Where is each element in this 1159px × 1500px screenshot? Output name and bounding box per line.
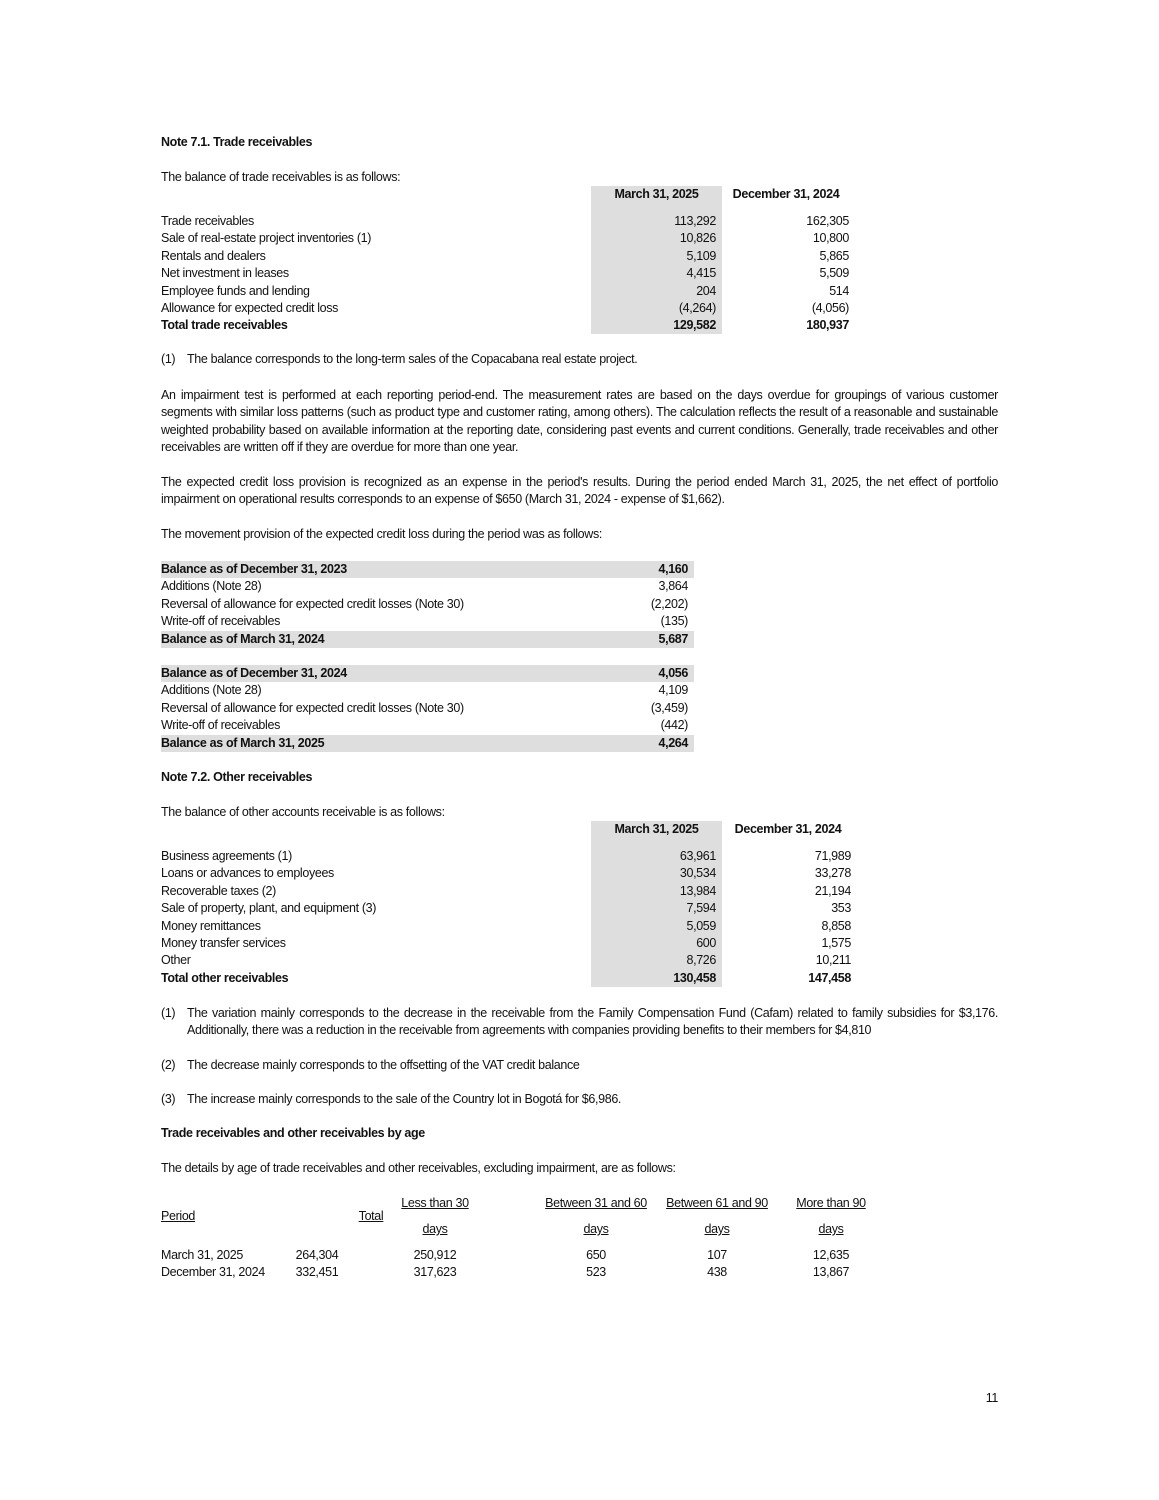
- header-bucket-top: Less than 30: [401, 1196, 469, 1210]
- row-value: 650: [586, 1248, 606, 1262]
- row-value: (3,459): [650, 700, 688, 715]
- table-row: [161, 848, 861, 865]
- row-value: (442): [660, 718, 688, 733]
- row-value: 250,912: [413, 1248, 457, 1262]
- value-december-2024: 514: [829, 283, 849, 298]
- row-value: 3,864: [658, 579, 688, 594]
- row-label: Loans or advances to employees: [161, 866, 334, 881]
- row-label: Sale of property, plant, and equipment (3): [161, 901, 377, 916]
- row-value: 12,635: [812, 1248, 850, 1262]
- row-value: 107: [707, 1248, 727, 1262]
- footnote-key: (3): [161, 1092, 176, 1106]
- row-label: Sale of real-estate project inventories (1): [161, 231, 372, 246]
- footnote-key: (2): [161, 1058, 176, 1072]
- row-label: Reversal of allowance for expected credit losses (Note 30): [161, 596, 464, 611]
- row-value: (135): [660, 614, 688, 629]
- header-bucket-top: Between 31 and 60: [545, 1196, 647, 1210]
- table-row: [161, 952, 861, 969]
- table-row: [161, 682, 694, 699]
- column-header: March 31, 2025: [614, 187, 699, 201]
- value-march-2025: 113,292: [674, 214, 716, 228]
- row-label: Balance as of December 31, 2024: [161, 666, 347, 680]
- row-value: 523: [586, 1265, 606, 1280]
- row-label: Additions (Note 28): [161, 579, 262, 594]
- header-bucket-bottom: days: [818, 1222, 844, 1236]
- table-row: [161, 700, 694, 717]
- row-period: December 31, 2024: [161, 1265, 265, 1280]
- value-march-2025: 7,594: [686, 901, 716, 916]
- column-header: March 31, 2025: [614, 822, 699, 836]
- row-value: 264,304: [295, 1248, 339, 1262]
- value-december-2024: 353: [831, 901, 851, 916]
- header-bucket-bottom: days: [583, 1222, 609, 1236]
- table-row: [161, 717, 694, 734]
- note-7-2-title: Note 7.2. Other receivables: [161, 770, 313, 784]
- table-row: [161, 631, 694, 648]
- footnote-text: The balance corresponds to the long-term sales of the Copacabana real estate project.: [187, 352, 638, 366]
- value-march-2025: 10,826: [679, 231, 716, 246]
- row-value: 4,056: [658, 666, 688, 680]
- table-row: [161, 735, 694, 752]
- footnote-text: The variation mainly corresponds to the decrease in the receivable from the Family Compensation Fund (Cafam) related to family subsidies for $3,176. Additionally, there was a reduction in the receivable from agreements with companies providing benefits to their members for $4,810: [187, 1006, 998, 1038]
- footnote-key: (1): [161, 352, 176, 366]
- row-label: Balance as of March 31, 2024: [161, 631, 325, 646]
- table-row: [161, 1247, 881, 1264]
- value-december-2024: 71,989: [814, 849, 851, 863]
- aging-intro: The details by age of trade receivables and other receivables, excluding impairment, are as follows:: [161, 1161, 676, 1175]
- value-march-2025: 30,534: [679, 866, 716, 881]
- value-december-2024: 10,211: [815, 953, 851, 968]
- row-label: Reversal of allowance for expected credit losses (Note 30): [161, 700, 464, 715]
- header-bucket-top: Between 61 and 90: [666, 1196, 768, 1210]
- value-march-2025: 5,109: [686, 248, 716, 263]
- note-7-1-title: Note 7.1. Trade receivables: [161, 135, 313, 149]
- table-row: [161, 935, 861, 952]
- header-period: Period: [161, 1209, 196, 1223]
- value-december-2024: 8,858: [821, 918, 851, 933]
- row-label: Total other receivables: [161, 970, 289, 985]
- row-label: Business agreements (1): [161, 849, 292, 863]
- row-value: 4,264: [658, 735, 688, 750]
- row-value: (2,202): [650, 596, 688, 611]
- value-december-2024: 1,575: [821, 936, 851, 950]
- row-label: Net investment in leases: [161, 266, 289, 281]
- table-row: [161, 918, 861, 935]
- row-label: Recoverable taxes (2): [161, 883, 276, 898]
- column-header: December 31, 2024: [732, 187, 840, 201]
- impairment-paragraph: An impairment test is performed at each reporting period-end. The measurement rates are based on the days overdue for groupings of various customer segments with similar loss patterns (such as product type and customer rating, among others). The calculation reflects the result of a reasonable and sustainable weighted probability based on available information at the reporting date, considering past events and current conditions. Generally, trade receivables and other receivables are written off if they are overdue for more than one year.: [161, 388, 998, 455]
- table-row: [161, 865, 861, 882]
- row-period: March 31, 2025: [161, 1248, 243, 1262]
- table-row: [161, 578, 694, 595]
- value-march-2025: 13,984: [679, 883, 716, 898]
- value-march-2025: 5,059: [686, 918, 716, 933]
- column-header: December 31, 2024: [734, 822, 842, 836]
- row-value: 438: [707, 1265, 727, 1280]
- row-label: Write-off of receivables: [161, 614, 280, 629]
- row-label: Money transfer services: [161, 936, 286, 950]
- trade-receivables-table: [161, 186, 861, 336]
- table-row: [161, 300, 861, 317]
- value-march-2025: 204: [696, 283, 716, 298]
- table-row: [161, 1264, 881, 1281]
- page-number: 11: [985, 1391, 998, 1405]
- table-row: [161, 970, 861, 987]
- row-label: Allowance for expected credit loss: [161, 301, 339, 315]
- value-march-2025: 4,415: [686, 266, 716, 281]
- table-row: [161, 248, 861, 265]
- table-row: [161, 613, 694, 630]
- value-december-2024: 147,458: [808, 970, 851, 985]
- table-row: [161, 265, 861, 282]
- value-march-2025: 63,961: [679, 849, 716, 863]
- row-value: 4,109: [658, 683, 688, 698]
- footnote: [161, 1005, 998, 1040]
- header-bucket-bottom: days: [704, 1222, 730, 1236]
- expense-paragraph: The expected credit loss provision is recognized as an expense in the period's results. During the period ended March 31, 2025, the net effect of portfolio impairment on operational results corresponds to an expense of $650 (March 31, 2024 - expense of $1,662).: [161, 475, 998, 507]
- table-row: [161, 213, 861, 230]
- table-row: [161, 900, 861, 917]
- row-label: Other: [161, 953, 191, 968]
- table-row: [161, 883, 861, 900]
- row-label: Write-off of receivables: [161, 718, 280, 733]
- row-value: 332,451: [295, 1265, 339, 1280]
- table-row: [161, 596, 694, 613]
- movement-table-2025: [161, 665, 694, 755]
- table-row: [161, 561, 694, 578]
- footnote-text: The increase mainly corresponds to the sale of the Country lot in Bogotá for $6,986.: [187, 1092, 622, 1106]
- row-label: Total trade receivables: [161, 318, 288, 333]
- value-march-2025: 8,726: [686, 953, 716, 968]
- table-row: [161, 665, 694, 682]
- footnote: [161, 1091, 998, 1108]
- row-label: Balance as of March 31, 2025: [161, 735, 325, 750]
- note-7-2-intro: The balance of other accounts receivable is as follows:: [161, 805, 445, 819]
- value-december-2024: 5,865: [819, 248, 849, 263]
- row-value: 4,160: [658, 562, 688, 576]
- row-value: 317,623: [413, 1265, 457, 1280]
- value-march-2025: 129,582: [673, 318, 716, 333]
- value-march-2025: (4,264): [678, 301, 716, 315]
- movement-table-2024: [161, 561, 694, 651]
- table-row: [161, 283, 861, 300]
- value-december-2024: 10,800: [812, 231, 849, 246]
- header-bucket-bottom: days: [422, 1222, 448, 1236]
- row-label: Employee funds and lending: [161, 283, 310, 298]
- value-december-2024: 5,509: [819, 266, 849, 281]
- row-label: Balance as of December 31, 2023: [161, 562, 347, 576]
- row-value: 5,687: [658, 631, 688, 646]
- footnote: [161, 351, 998, 368]
- value-december-2024: 33,278: [814, 866, 851, 881]
- note-7-1-intro: The balance of trade receivables is as follows:: [161, 170, 401, 184]
- table-row: [161, 230, 861, 247]
- other-receivables-table: [161, 821, 861, 991]
- value-march-2025: 130,458: [673, 970, 716, 985]
- value-december-2024: (4,056): [811, 301, 849, 315]
- footnote: [161, 1057, 998, 1074]
- footnote-text: The decrease mainly corresponds to the offsetting of the VAT credit balance: [187, 1058, 580, 1072]
- aging-table: [161, 1195, 881, 1285]
- header-bucket-top: More than 90: [796, 1196, 866, 1210]
- footnote-key: (1): [161, 1006, 176, 1020]
- row-label: Additions (Note 28): [161, 683, 262, 698]
- value-december-2024: 180,937: [806, 318, 849, 333]
- table-row: [161, 317, 861, 334]
- movement-intro: The movement provision of the expected credit loss during the period was as follows:: [161, 527, 602, 541]
- value-december-2024: 162,305: [806, 214, 849, 228]
- row-value: 13,867: [812, 1265, 850, 1280]
- value-december-2024: 21,194: [814, 883, 851, 898]
- value-march-2025: 600: [696, 936, 716, 950]
- aging-title: Trade receivables and other receivables by age: [161, 1126, 425, 1140]
- header-total: Total: [358, 1209, 384, 1223]
- row-label: Money remittances: [161, 918, 261, 933]
- row-label: Trade receivables: [161, 214, 254, 228]
- row-label: Rentals and dealers: [161, 248, 266, 263]
